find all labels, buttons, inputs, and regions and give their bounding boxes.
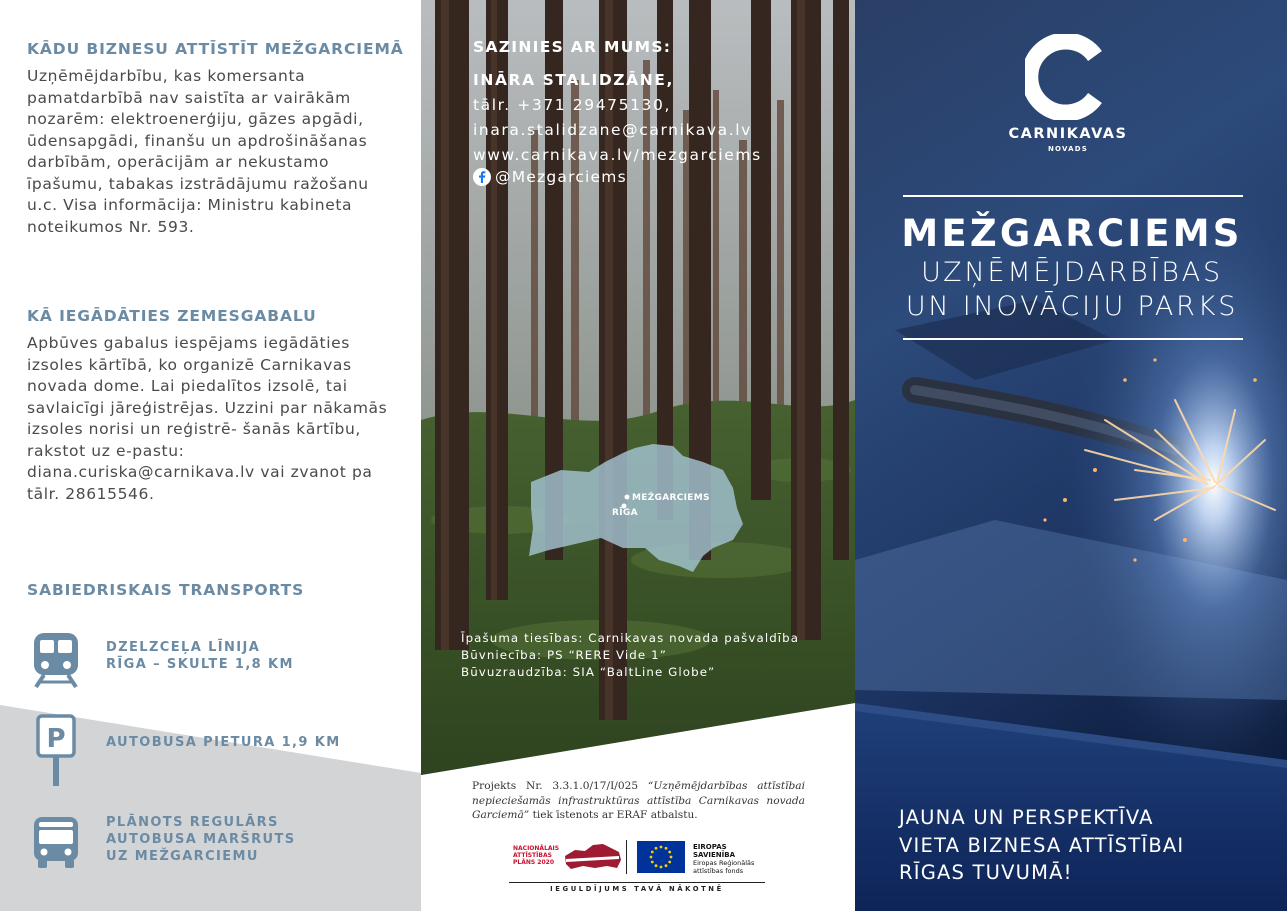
eu-fund-line-2: attīstības fonds [693,867,744,875]
logo-divider [626,840,627,874]
parking-sign-icon [36,714,76,786]
project-info [472,779,805,823]
main-title: MEŽGARCIEMS [901,212,1243,255]
transport-item-train [106,639,294,673]
land-heading: KĀ IEGĀDĀTIES ZEMESGABALU [27,307,317,325]
investment-tagline: IEGULDĪJUMS TAVĀ NĀKOTNĒ [550,885,724,893]
eu-fund-text [693,843,765,875]
train-line-1: DZELZCEĻA LĪNIJA [106,640,261,655]
title-top-rule [903,195,1243,197]
train-icon [32,631,80,689]
contact-email[interactable]: inara.stalidzane@carnikava.lv [473,121,752,139]
nap-line-1: NACIONĀLAIS [513,845,560,852]
mezgarciems-marker [625,495,630,500]
project-funding: tiek īstenots ar ERAF atbalstu. [529,809,698,821]
credit-builder: Būvniecība: PS “RERE Vide 1” [461,648,667,662]
bus-route-line-1: PLĀNOTS REGULĀRS [106,815,279,830]
credit-owner: Īpašuma tiesības: Carnikavas novada pašvaldība [461,631,800,645]
nap-2020-logo-text [513,846,559,866]
train-line-2: RĪGA – SKULTE 1,8 KM [106,657,294,672]
facebook-link[interactable] [473,168,627,186]
carnikava-logo-icon [1025,34,1111,120]
bus-icon [32,815,80,869]
bus-route-line-3: UZ MEŽGARCIEMU [106,849,259,864]
eu-title: EIROPAS SAVIENĪBA [693,843,736,859]
map-label-riga: RĪGA [612,508,638,518]
svg-text:P: P [46,724,66,754]
project-number: Projekts Nr. 3.3.1.0/17/I/025 [472,780,648,792]
map-label-mezgarciems: MEŽGARCIEMS [632,493,710,503]
bus-route-line-2: AUTOBUSA MARŠRUTS [106,832,296,847]
bus-stop-line-1: AUTOBUSA PIETURA 1,9 KM [106,735,341,750]
investment-rule [509,882,765,883]
brand-name: CARNIKAVAS [1008,126,1128,142]
tagline-line-3: RĪGAS TUVUMĀ! [899,861,1073,884]
left-panel [0,0,421,911]
eu-flag-icon [637,841,685,873]
subtitle-line-1: UZŅĒMĒJDARBĪBAS [921,257,1223,288]
business-text: Uzņēmējdarbību, kas komersanta pamatdarbībā nav saistīta ar vairākām nozarēm: elektroenerģiju, gāzes apgādi, ūdensapgādi, finanšu un apdrošināšanas darbībām, operācijām ar nekustamo īpašumu, tabakas izstrādājumu ražošanu u.c. Visa informācija: Ministru kabineta noteikumos Nr. 593. [27,67,369,236]
tagline-line-1: JAUNA UN PERSPEKTĪVA [899,806,1154,829]
business-heading: KĀDU BIZNESU ATTĪSTĪT MEŽGARCIEMĀ [27,40,404,58]
nap-line-3: PLĀNS 2020 [513,858,554,866]
tagline [899,804,1184,887]
subtitle-line-2: UN INOVĀCIJU PARKS [905,291,1239,322]
contact-name: INĀRA STALIDZĀNE, [473,71,674,89]
eu-fund-line-1: Eiropas Reģionālās [693,859,755,867]
transport-item-bus-stop [106,734,341,751]
funding-logos [509,838,765,878]
right-panel [855,0,1287,911]
project-title: “Uzņēmējdarbības attīstībai nepieciešamās infrastruktūras attīstība Carnikavas novada Garciemā” [472,780,805,821]
contact-title: SAZINIES AR MUMS: [473,38,672,56]
brand-sub: NOVADS [1047,145,1089,153]
middle-panel [421,0,855,911]
latvia-flag-map-icon [563,842,623,872]
contact-website[interactable]: www.carnikava.lv/mezgarciems [473,146,762,164]
credit-supervision: Būvuzraudzība: SIA “BaltLine Globe” [461,665,716,679]
facebook-handle: @Mezgarciems [495,168,627,186]
contact-phone[interactable]: tālr. +371 29475130, [473,96,672,114]
transport-item-bus-route [106,814,296,865]
title-bottom-rule [903,338,1243,340]
land-text: Apbūves gabalus iespējams iegādāties izsoles kārtībā, ko organizē Carnikavas novada dome. Lai piedalītos izsolē, tai savlaicīgi jāreģistrējas. Uzzini par nākamās izsoles norisi un reģistrē- šanās kārtību, rakstot uz e-pastu: diana.curiska@carnikava.lv vai zvanot pa tālr. 28615546. [27,334,388,503]
tagline-line-2: VIETA BIZNESA ATTĪSTĪBAI [899,833,1185,857]
facebook-icon [473,168,491,186]
nap-line-2: ATTĪSTĪBAS [513,851,552,859]
transport-heading: SABIEDRISKAIS TRANSPORTS [27,581,305,599]
